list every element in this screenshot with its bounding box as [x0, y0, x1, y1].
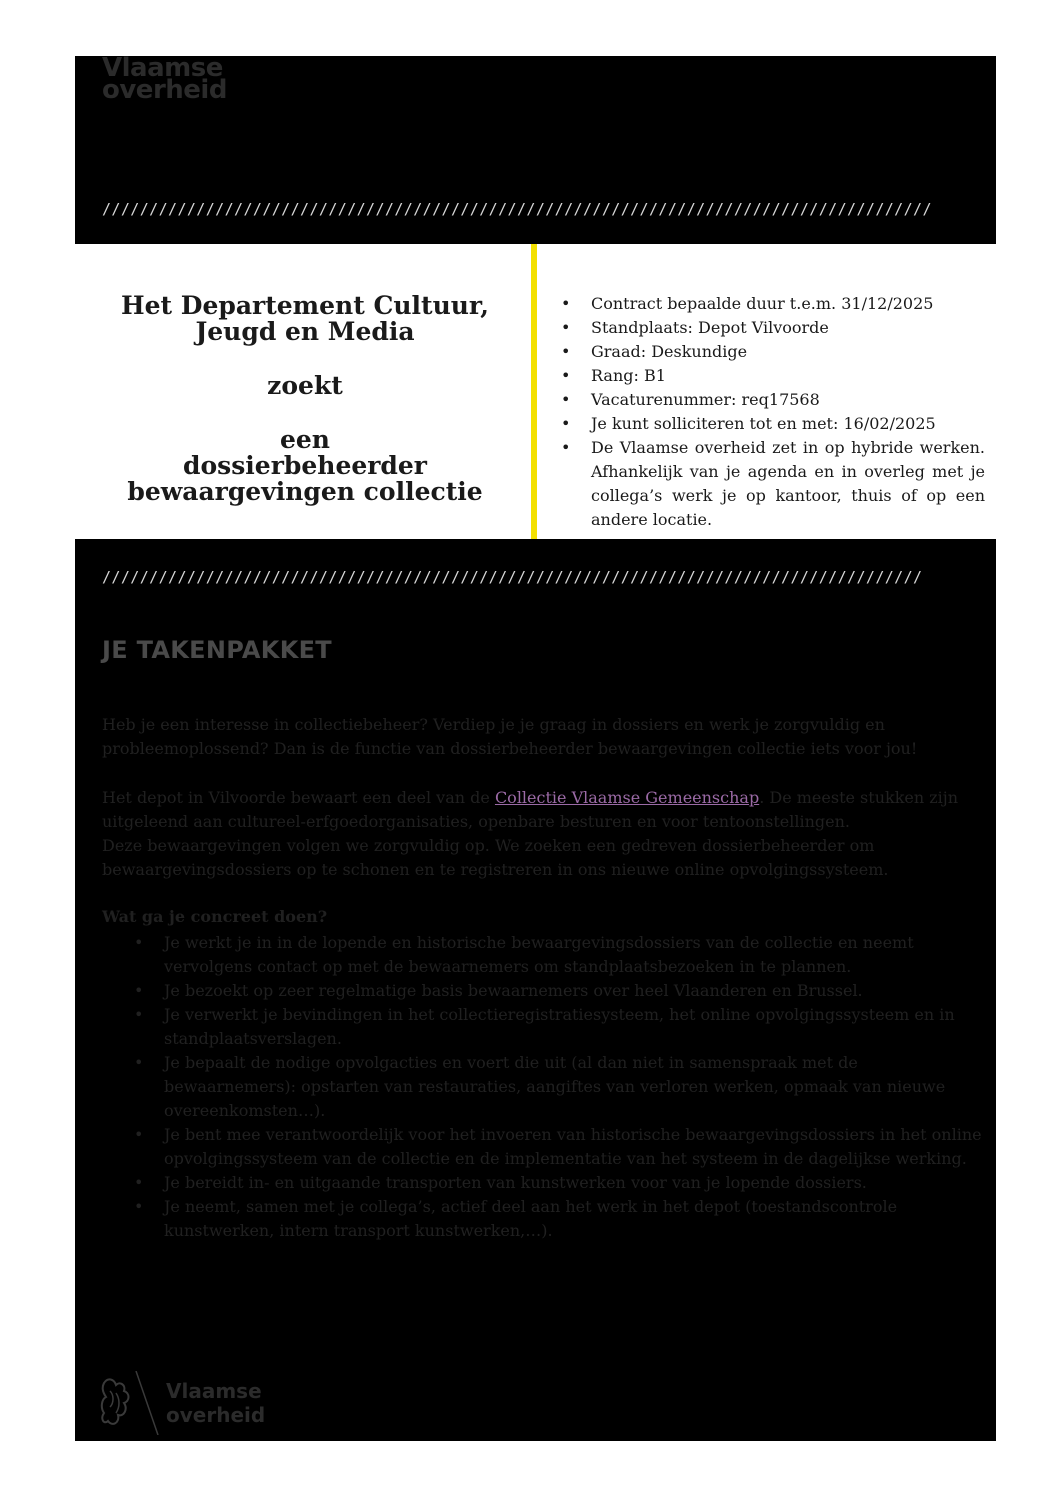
title-line-6: bewaargevingen collectie — [127, 477, 483, 506]
fact-item: • Contract bepaalde duur t.e.m. 31/12/2025 — [555, 292, 985, 316]
brand-logo-top — [102, 53, 227, 105]
title-line-2: Jeugd en Media — [195, 317, 415, 346]
followup-text: Deze bewaargevingen volgen we zorgvuldig op. We zoeken een gedreven dossierbeheerder om bewaargevingsdossiers op te schonen en te registreren in ons nieuwe online opvolgingssysteem. — [102, 836, 889, 879]
depot-text-before: Het depot in Vilvoorde bewaart een deel van de — [102, 788, 495, 807]
sub-heading: Wat ga je concreet doen? — [102, 907, 328, 926]
title-line-1: Het Departement Cultuur, — [121, 291, 489, 320]
job-title-block — [85, 293, 525, 505]
depot-text-after: . De meeste stukken zijn uitgeleend aan cultureel-erfgoedorganisaties, openbare besturen en voor tentoonstellingen. — [102, 788, 959, 831]
decorative-slashes-mid: /////////////////////////////////////////////////////////////////////////////////////// — [102, 568, 923, 586]
title-line-4: een — [280, 425, 330, 454]
fact-item: • Standplaats: Depot Vilvoorde — [555, 316, 985, 340]
tasks-list — [102, 931, 982, 1243]
footer-brand-line-2: overheid — [166, 1403, 266, 1427]
fact-item: • Rang: B1 — [555, 364, 985, 388]
fact-item: • Je kunt solliciteren tot en met: 16/02/2025 — [555, 412, 985, 436]
intro-paragraph: Heb je een interesse in collectiebeheer? Verdiep je je graag in dossiers en werk je zorgvuldig en probleemoplossend? Dan is de functie van dossierbeheerder bewaargevingen collectie iets voor jou! — [102, 715, 918, 758]
task-item: • Je bereidt in- en uitgaande transporten van kunstwerken voor van je lopende dossiers. — [102, 1171, 982, 1195]
task-item: • Je bent mee verantwoordelijk voor het invoeren van historische bewaargevingsdossiers in het online opvolgingssysteem van de collectie en de implementatie van het systeem in de dagelijkse werking. — [102, 1123, 982, 1171]
depot-paragraph — [102, 786, 982, 882]
fact-item: • De Vlaamse overheid zet in op hybride werken. Afhankelijk van je agenda en in overleg met je collega’s werk je op kantoor, thuis of op een andere locatie. — [555, 436, 985, 532]
collectie-link[interactable]: Collectie Vlaamse Gemeenschap — [494, 788, 760, 807]
title-line-5: dossierbeheerder — [183, 451, 427, 480]
task-item: • Je neemt, samen met je collega’s, actief deel aan het werk in het depot (toestandscontrole kunstwerken, intern transport kunstwerken,…). — [102, 1195, 982, 1243]
fact-item: • Graad: Deskundige — [555, 340, 985, 364]
task-item: • Je bezoekt op zeer regelmatige basis bewaarnemers over heel Vlaanderen en Brussel. — [102, 979, 982, 1003]
brand-line-2: overheid — [102, 75, 227, 105]
fact-item: • Vacaturenummer: req17568 — [555, 388, 985, 412]
footer-brand-line-1: Vlaamse — [166, 1379, 262, 1403]
task-item: • Je bepaalt de nodige opvolgacties en voert die uit (al dan niet in samenspraak met de bewaarnemers): opstarten van restauraties, aangiftes van verloren werken, opmaak van nieuwe overeenkomsten…). — [102, 1051, 982, 1123]
section-heading: JE TAKENPAKKET — [102, 636, 332, 664]
brand-logo-footer — [166, 1379, 265, 1427]
decorative-slashes-top: //////////////////////////////////////////////////////////////////////////////////////// — [102, 200, 932, 218]
brand-line-1: Vlaamse — [102, 53, 223, 83]
title-line-3: zoekt — [267, 371, 343, 400]
job-facts-list — [555, 292, 985, 532]
task-item: • Je verwerkt je bevindingen in het collectieregistratiesysteem, het online opvolgingssysteem en in standplaatsverslagen. — [102, 1003, 982, 1051]
task-item: • Je werkt je in in de lopende en historische bewaargevingsdossiers van de collectie en neemt vervolgens contact op met de bewaarnemers om standplaatsbezoeken in te plannen. — [102, 931, 982, 979]
yellow-divider — [531, 244, 537, 539]
